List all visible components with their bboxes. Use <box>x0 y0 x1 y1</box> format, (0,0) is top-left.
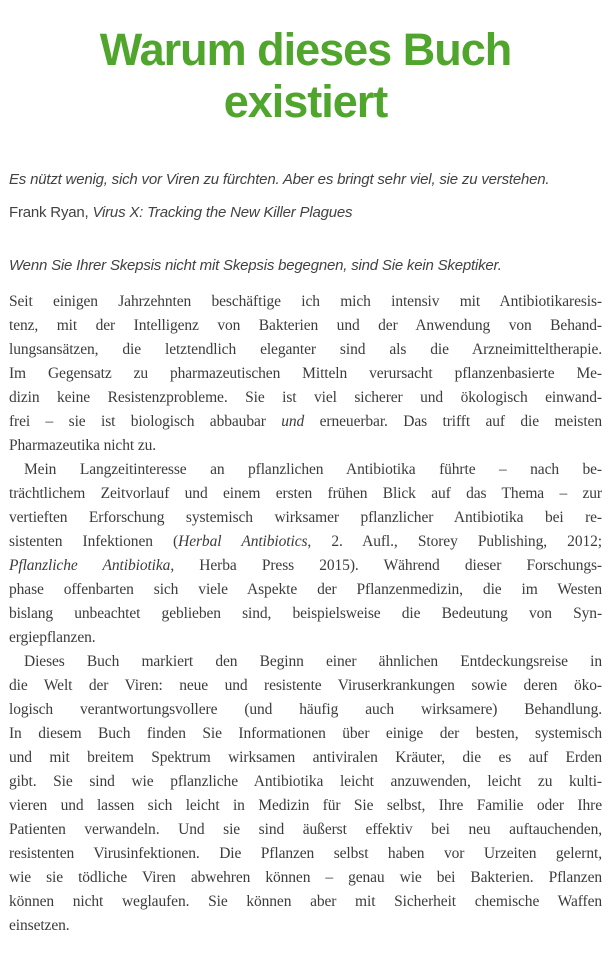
text-line <box>9 866 602 890</box>
text-line <box>9 770 602 794</box>
text-segment: vieren und lassen sich leicht in Medizin für Sie selbst, Ihre Familie oder Ihre <box>9 797 602 814</box>
text-line <box>9 698 602 722</box>
text-segment: und mit breitem Spektrum wirksamen antiviralen Kräuter, die es auf Erden <box>9 749 602 766</box>
text-line <box>9 626 602 650</box>
text-line <box>9 650 602 674</box>
paragraph <box>9 290 602 458</box>
text-segment: ergiepflanzen. <box>9 629 96 646</box>
text-line <box>9 578 602 602</box>
text-segment: , 2. Aufl., Storey Publishing, 2012; <box>307 533 602 550</box>
text-line <box>9 842 602 866</box>
text-segment: Seit einigen Jahrzehnten beschäftige ich mich intensiv mit Antibiotikaresis- <box>9 293 602 310</box>
text-segment: können nicht weglaufen. Sie können aber mit Sicherheit chemische Waffen <box>9 893 602 910</box>
italic-text-segment: Herbal Antibiotics <box>178 533 308 550</box>
text-line <box>9 530 602 554</box>
text-segment: wie sie tödliche Viren abwehren können – genau wie bei Bakterien. Pflanzen <box>9 869 602 886</box>
text-segment: Patienten verwandeln. Und sie sind äußerst effektiv bei neu auftauchenden, <box>9 821 602 838</box>
epigraph-author: Frank Ryan, <box>9 204 93 221</box>
text-segment: erneuerbar. Das trifft auf die meisten <box>304 413 602 430</box>
text-segment: bislang unbeachtet geblieben sind, beispielsweise die Bedeutung von Syn- <box>9 605 602 622</box>
text-segment: einsetzen. <box>9 917 70 934</box>
text-segment: , Herba Press 2015). Während dieser Forschungs- <box>170 557 602 574</box>
body-text <box>9 290 602 938</box>
italic-text-segment: Pflanzliche Antibiotika <box>9 557 171 574</box>
text-line <box>9 290 602 314</box>
text-segment: lungsansätzen, die letztendlich eleganter sind als die Arzneimitteltherapie. <box>9 341 602 358</box>
text-segment: frei – sie ist biologisch abbaubar <box>9 413 282 430</box>
text-line <box>9 434 602 458</box>
paragraph <box>9 458 602 650</box>
text-line <box>9 602 602 626</box>
text-line <box>9 674 602 698</box>
epigraph-work-title: Virus X: Tracking the New Killer Plagues <box>92 204 353 221</box>
text-line <box>9 554 602 578</box>
text-line <box>9 794 602 818</box>
text-segment: tenz, mit der Intelligenz von Bakterien und der Anwendung von Behand- <box>9 317 602 334</box>
chapter-title-line-2: existiert <box>223 76 388 127</box>
text-segment: vertieften Erforschung systemisch wirksamer pflanzlicher Antibiotika bei re- <box>9 509 602 526</box>
text-line <box>9 410 602 434</box>
text-line <box>9 362 602 386</box>
paragraph <box>9 650 602 938</box>
text-line <box>9 482 602 506</box>
text-line <box>9 506 602 530</box>
italic-text-segment: und <box>281 413 305 430</box>
epigraph-attribution <box>9 201 602 225</box>
text-segment: sistenten Infektionen ( <box>9 533 179 550</box>
text-segment: logisch verantwortungsvollere (und häufig auch wirksamere) Behandlung. <box>9 701 602 718</box>
text-line <box>9 890 602 914</box>
text-segment: die Welt der Viren: neue und resistente Viruserkrankungen sowie deren öko- <box>9 677 602 694</box>
text-segment: dizin keine Resistenzprobleme. Sie ist viel sicherer und ökologisch einwand- <box>9 389 602 406</box>
text-line <box>9 818 602 842</box>
text-segment: trächtlichem Zeitvorlauf und einem ersten frühen Blick auf das Thema – zur <box>9 485 602 502</box>
epigraph-maxim: Wenn Sie Ihrer Skepsis nicht mit Skepsis begegnen, sind Sie kein Skeptiker. <box>9 257 502 274</box>
text-line <box>9 746 602 770</box>
text-segment: phase offenbarten sich viele Aspekte der Pflanzenmedizin, die im Westen <box>9 581 602 598</box>
chapter-title <box>9 24 602 128</box>
text-segment: Mein Langzeitinteresse an pflanzlichen Antibiotika führte – nach be- <box>24 461 602 478</box>
text-line <box>9 914 602 938</box>
text-segment: Im Gegensatz zu pharmazeutischen Mitteln verursacht pflanzenbasierte Me- <box>9 365 602 382</box>
chapter-title-line-1: Warum dieses Buch <box>99 24 512 75</box>
text-segment: Dieses Buch markiert den Beginn einer ähnlichen Entdeckungsreise in <box>24 653 602 670</box>
text-line <box>9 386 602 410</box>
text-segment: gibt. Sie sind wie pflanzliche Antibiotika leicht anzuwenden, leicht zu kulti- <box>9 773 602 790</box>
epigraph-quote: Es nützt wenig, sich vor Viren zu fürchten. Aber es bringt sehr viel, sie zu verstehen. <box>9 171 550 188</box>
text-line <box>9 722 602 746</box>
text-line <box>9 338 602 362</box>
text-segment: In diesem Buch finden Sie Informationen über einige der besten, systemisch <box>9 725 602 742</box>
text-line <box>9 314 602 338</box>
text-line <box>9 458 602 482</box>
text-segment: Pharmazeutika nicht zu. <box>9 437 157 454</box>
text-segment: resistenten Virusinfektionen. Die Pflanzen selbst haben vor Urzeiten gelernt, <box>9 845 602 862</box>
